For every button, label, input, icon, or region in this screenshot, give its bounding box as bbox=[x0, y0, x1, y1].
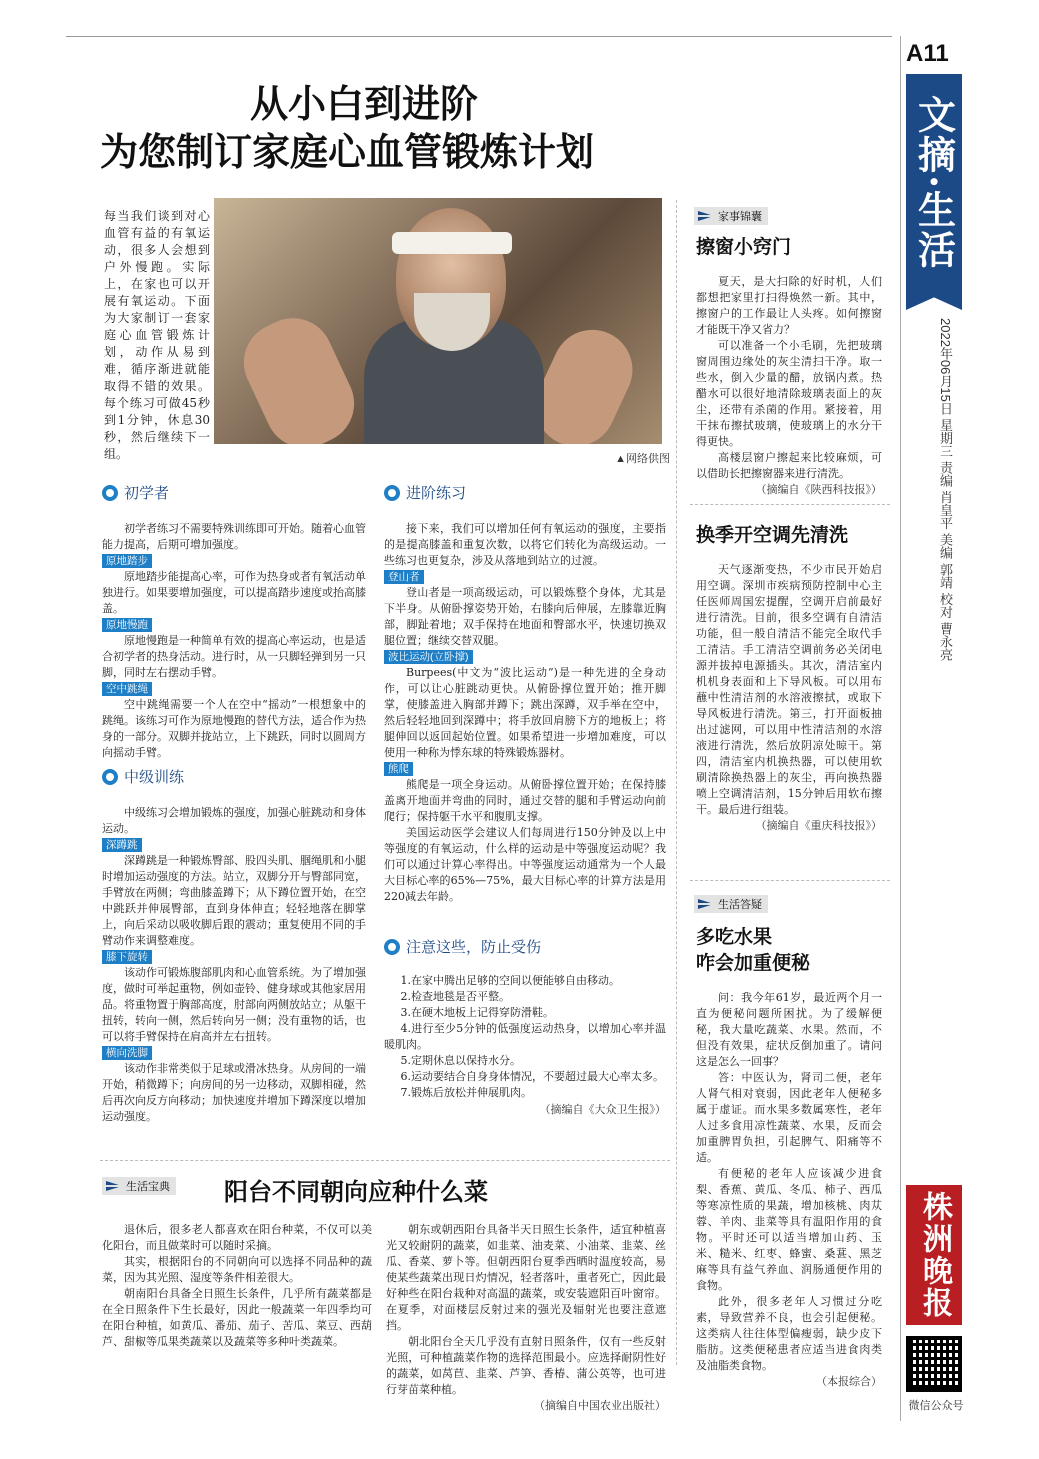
advanced-section bbox=[384, 482, 666, 905]
pushup-photo bbox=[214, 198, 662, 444]
balcony-col-2 bbox=[386, 1222, 666, 1414]
qr-code-label: 微信公众号 bbox=[908, 1400, 964, 1412]
source-credit: （摘编自《重庆科技报》） bbox=[755, 819, 882, 832]
intermediate-section bbox=[102, 766, 366, 1125]
qa-body bbox=[696, 990, 882, 1390]
qa-headline-line-1: 多吃水果 bbox=[696, 926, 773, 948]
dateline: 2022年06月15日 星期三 责编 肖皇平 美编 郭靖 校对 曹永亮 bbox=[938, 318, 953, 662]
bullet-circle-icon bbox=[102, 485, 118, 501]
exercise-text: Burpees(中文为“波比运动”)是一种先进的全身动作，可以让心脏跳动更快。从俯卧撑位置开始；推开脚掌，使膝盖进入胸部并蹲下；跳出深蹲，双手举在空中，然后轻轻地回到深蹲中；将手放回肩膀下方的地板上；将腿伸回以返回起始位置。如果希望进一步增加难度，可以使用一种称为悸东球的特殊锻炼器材。 bbox=[384, 666, 666, 759]
advanced-outro: 美国运动医学会建议人们每周进行150分钟及以上中等强度的有氧运动，什么样的运动是中等强度运动呢？我们可以通过计算心率得出。中等强度运动通常为一个人最大目标心率的65%—75%，最大目标心率的计算方法是用220减去年龄。 bbox=[384, 826, 666, 903]
paragraph: 此外，很多老年人习惯过分吃素，导致营养不良，也会引起便秘。这类病人往往体型偏瘦弱，缺少皮下脂肪。这类便秘患者应适当进食肉类及油脂类食物。 bbox=[696, 1295, 882, 1372]
balcony-column-tag bbox=[102, 1176, 176, 1195]
paragraph: 夏天，是大扫除的好时机，人们都想把家里打扫得焕然一新。其中，擦窗户的工作最让人头疼。如何擦窗才能既干净又省力？ bbox=[696, 275, 882, 336]
exercise-text: 原地踏步能提高心率，可作为热身或者有氧活动单独进行。如果要增加强度，可以提高踏步速度或抬高膝盖。 bbox=[102, 570, 366, 615]
main-headline bbox=[100, 80, 670, 176]
list-item: 2.检查地毯是否平整。 bbox=[400, 990, 510, 1003]
exercise-tag: 登山者 bbox=[384, 570, 424, 584]
aircon-body bbox=[696, 562, 882, 834]
beginner-intro: 初学者练习不需要特殊训练即可开始。随着心血管能力提高，后期可增加强度。 bbox=[102, 522, 366, 551]
beginner-heading-text: 初学者 bbox=[124, 485, 170, 502]
list-item: 5.定期休息以保持水分。 bbox=[400, 1054, 521, 1067]
pen-icon bbox=[106, 1181, 122, 1191]
paragraph: 答：中医认为，肾司二便，老年人肾气相对衰弱，因此老年人便秘多属于虚证。而水果多数属寒性，老年人过多食用凉性蔬菜、水果，反而会加重脾胃负担，引起脾气、阳痛等不适。 bbox=[696, 1071, 882, 1164]
safety-list bbox=[384, 973, 666, 1101]
paragraph: 其实，根据阳台的不同朝向可以选择不同品种的蔬菜，因为其光照、湿度等条件相差很大。 bbox=[102, 1255, 372, 1284]
list-item: 4.进行至少5分钟的低强度运动热身，以增加心率并温暖肌肉。 bbox=[384, 1022, 666, 1051]
paragraph: 朝东或朝西阳台具备半天日照生长条件，适宜种植喜光又较耐阴的蔬菜，如韭菜、油麦菜、小油菜、韭菜、丝瓜、香菜、萝卜等。但朝西阳台夏季西晒时温度较高，易使某些蔬菜出现日灼情况，轻者落叶，重者死亡，因此最好种些在阳台栽种对高温的蔬菜，或安装遮阳百叶窗帘。在夏季，对面楼层反射过来的强光及辐射光也要注意遮挡。 bbox=[386, 1223, 666, 1332]
paragraph: 问：我今年61岁，最近两个月一直为便秘问题所困扰。为了缓解便秘，我大量吃蔬菜、水果。然而，不但没有效果，症状反倒加重了。请问这是怎么一回事？ bbox=[696, 991, 882, 1068]
section-ribbon-tail bbox=[906, 292, 962, 310]
headline-line-2: 为您制订家庭心血管锻炼计划 bbox=[100, 129, 595, 174]
side-rule bbox=[900, 36, 901, 1421]
exercise-tag: 深蹲跳 bbox=[102, 838, 142, 852]
paragraph: 退休后，很多老人都喜欢在阳台种菜，不仅可以美化阳台，而且做菜时可以随时采摘。 bbox=[102, 1223, 372, 1252]
exercise-tag: 波比运动(立卧撑) bbox=[384, 650, 473, 664]
windows-headline: 擦窗小窍门 bbox=[696, 236, 792, 258]
qr-code-icon[interactable] bbox=[906, 1336, 962, 1392]
paragraph: 朝南阳台具备全日照生长条件，几乎所有蔬菜都是在全日照条件下生长最好，因此一般蔬菜一年四季均可在阳台种植，如黄瓜、番茄、茄子、苦瓜、菜豆、西葫芦、甜椒等瓜果类蔬菜以及蔬菜等多种叶类蔬菜。 bbox=[102, 1287, 372, 1348]
source-credit: （摘编自《大众卫生报》） bbox=[539, 1103, 666, 1116]
section-divider bbox=[690, 880, 890, 881]
column-divider bbox=[676, 200, 677, 1365]
exercise-text: 该动作非常类似于足球或滑冰热身。从房间的一端开始，稍微蹲下；向房间的另一边移动，双脚相碰，然后再次向反方向移动；加快速度并增加下蹲深度以增加运动强度。 bbox=[102, 1062, 366, 1123]
intermediate-body bbox=[102, 805, 366, 1125]
beginner-heading bbox=[102, 482, 366, 503]
paragraph: 天气逐渐变热，不少市民开始启用空调。深圳市疾病预防控制中心主任医师周国宏提醒，空调开启前最好进行清洗。目前，很多空调有自清洁功能，但一般自清洁不能完全取代手工清洁。手工清洁空调前务必关闭电源并拔掉电源插头。其次，清洁室内机机身表面和上下导风板。可以用布蘸中性清洁剂的水溶液擦拭，或取下导风板进行清洗。第三，打开面板抽出过滤网，可以用中性清洁剂的水溶液进行清洗，然后放阴凉处晾干。第四，清洁室内机换热器，可以使用软刷清除换热器上的灰尘，再向换热器喷上空调清洁剂，15分钟后用软布擦干。最后进行组装。 bbox=[696, 563, 882, 816]
list-item: 6.运动要结合自身身体情况，不要超过最大心率太多。 bbox=[400, 1070, 664, 1083]
intermediate-heading-text: 中级训练 bbox=[124, 769, 185, 786]
column-tag-text: 生活答疑 bbox=[718, 899, 762, 911]
bullet-circle-icon bbox=[384, 485, 400, 501]
safety-heading bbox=[384, 936, 666, 957]
exercise-tag: 原地踏步 bbox=[102, 554, 152, 568]
exercise-tag: 原地慢跑 bbox=[102, 618, 152, 632]
source-credit: （摘编自中国农业出版社） bbox=[534, 1399, 666, 1412]
page-number: A11 bbox=[906, 40, 949, 67]
windows-body bbox=[696, 274, 882, 498]
exercise-text: 深蹲跳是一种锻炼臀部、股四头肌、腘绳肌和小腿时增加运动强度的方法。站立，双脚分开与臀部同宽，手臂放在两侧；弯曲膝盖蹲下；从下蹲位置开始，在空中跳跃并伸展臀部，直到身体伸直；轻轻地落在脚掌上，向后采动以吸收脚后跟的震动；重复使用不同的手臂动作来调整难度。 bbox=[102, 854, 366, 947]
balcony-col-1 bbox=[102, 1222, 372, 1350]
beginner-body bbox=[102, 521, 366, 761]
paragraph: 有便秘的老年人应该减少进食梨、香蕉、黄瓜、冬瓜、柿子、西瓜等寒凉性质的果蔬，增加核桃、肉苁蓉、羊肉、韭菜等具有温阳作用的食物。平时还可以适当增加山药、玉米、糙米、红枣、蜂蜜、桑葚、黑芝麻等具有益气养血、润肠通便作用的食物。 bbox=[696, 1167, 882, 1292]
paragraph: 朝北阳台全天几乎没有直射日照条件，仅有一些反射光照，可种植蔬菜作物的选择范围最小。应选择耐阴性好的蔬菜，如莴苣、韭菜、芦笋、香椿、蒲公英等，也可进行芽苗菜种植。 bbox=[386, 1335, 666, 1396]
paragraph: 高楼层窗户擦起来比较麻烦，可以借助长把擦窗器来进行清洗。 bbox=[696, 451, 882, 480]
exercise-tag: 空中跳绳 bbox=[102, 682, 152, 696]
intermediate-heading bbox=[102, 766, 366, 787]
advanced-heading bbox=[384, 482, 666, 503]
qa-headline bbox=[696, 924, 886, 976]
pen-icon bbox=[698, 211, 714, 221]
photo-credit: ▲网络供图 bbox=[615, 453, 670, 465]
bullet-circle-icon bbox=[102, 769, 118, 785]
windows-column-tag bbox=[694, 206, 768, 225]
section-divider bbox=[690, 504, 890, 505]
section-divider bbox=[100, 1160, 670, 1161]
qa-headline-line-2: 咋会加重便秘 bbox=[696, 952, 811, 974]
lead-paragraph: 每当我们谈到对心血管有益的有氧运动，很多人会想到户外慢跑。实际上，在家也可以开展有氧运动。下面为大家制订一套家庭心血管锻炼计划，动作从易到难，循序渐进就能取得不错的效果。每个练习可做45秒到1分钟，休息30秒，然后继续下一组。 bbox=[104, 209, 210, 461]
exercise-text: 登山者是一项高级运动，可以锻炼整个身体，尤其是下半身。从俯卧撑姿势开始，右膝向后伸展，左膝靠近胸部，脚趾着地；双手保持在地面和臀部水平，快速切换双腿位置；继续交替双腿。 bbox=[384, 586, 666, 647]
headline-line-1: 从小白到进阶 bbox=[250, 81, 479, 126]
top-rule bbox=[66, 36, 892, 37]
advanced-intro: 接下来，我们可以增加任何有氧运动的强度，主要指的是提高膝盖和重复次数，以将它们转化为高级运动。一些练习也更复杂，涉及从落地到站立的过渡。 bbox=[384, 522, 666, 567]
exercise-text: 空中跳绳需要一个人在空中“摇动”一根想象中的跳绳。该练习可作为原地慢跑的替代方法，适合作为热身的一部分。双脚并拢站立，上下跳跃，同时以圆周方向摇动手臂。 bbox=[102, 698, 366, 759]
safety-heading-text: 注意这些，防止受伤 bbox=[406, 939, 542, 956]
qa-column-tag bbox=[694, 894, 768, 913]
masthead-logo: 株洲晚报 bbox=[906, 1185, 962, 1325]
balcony-headline: 阳台不同朝向应种什么菜 bbox=[224, 1177, 488, 1206]
column-tag-text: 生活宝典 bbox=[126, 1181, 170, 1193]
source-credit: （本报综合） bbox=[816, 1375, 882, 1388]
bullet-circle-icon bbox=[384, 939, 400, 955]
exercise-tag: 横向洗脚 bbox=[102, 1046, 152, 1060]
source-credit: （摘编自《陕西科技报》） bbox=[755, 483, 882, 496]
exercise-tag: 熊爬 bbox=[384, 762, 413, 776]
pen-icon bbox=[698, 899, 714, 909]
list-item: 1.在家中腾出足够的空间以便能够自由移动。 bbox=[400, 974, 620, 987]
column-tag-text: 家事锦囊 bbox=[718, 211, 762, 223]
exercise-text: 熊爬是一项全身运动。从俯卧撑位置开始；在保持膝盖离开地面并弯曲的同时，通过交替的腿和手臂运动向前爬行；保持躯干水平和腹肌支撑。 bbox=[384, 778, 666, 823]
advanced-heading-text: 进阶练习 bbox=[406, 485, 467, 502]
safety-section bbox=[384, 936, 666, 1117]
list-item: 7.锻炼后放松并伸展肌肉。 bbox=[400, 1086, 532, 1099]
section-label: 文摘·生活 bbox=[906, 74, 962, 292]
advanced-body bbox=[384, 521, 666, 905]
exercise-text: 原地慢跑是一种简单有效的提高心率运动，也是适合初学者的热身活动。进行时，从一只脚轻弹到另一只脚，同时左右摆动手臂。 bbox=[102, 634, 366, 679]
exercise-tag: 膝下旋转 bbox=[102, 950, 152, 964]
aircon-headline: 换季开空调先清洗 bbox=[696, 524, 849, 546]
beginner-section bbox=[102, 482, 366, 761]
exercise-text: 该动作可锻炼腹部肌肉和心血管系统。为了增加强度，做时可举起重物，例如壶铃、健身球或其他家居用品。将重物置于胸部高度，肘部向两侧放站立；从躯干扭转，转向一侧，然后转向另一侧；没有重物的话，也可以将手臂保持在肩高并左右扭转。 bbox=[102, 966, 366, 1043]
intermediate-intro: 中级练习会增加锻炼的强度，加强心脏跳动和身体运动。 bbox=[102, 806, 366, 835]
paragraph: 可以准备一个小毛刷，先把玻璃窗周围边缘处的灰尘清扫干净。取一些水，倒入少量的醋，放锅内煮。热醋水可以很好地清除玻璃表面上的灰尘，还带有杀菌的作用。紧接着，用干抹布擦拭玻璃，使玻璃上的水分干得更快。 bbox=[696, 339, 882, 448]
list-item: 3.在硬木地板上记得穿防滑鞋。 bbox=[400, 1006, 554, 1019]
